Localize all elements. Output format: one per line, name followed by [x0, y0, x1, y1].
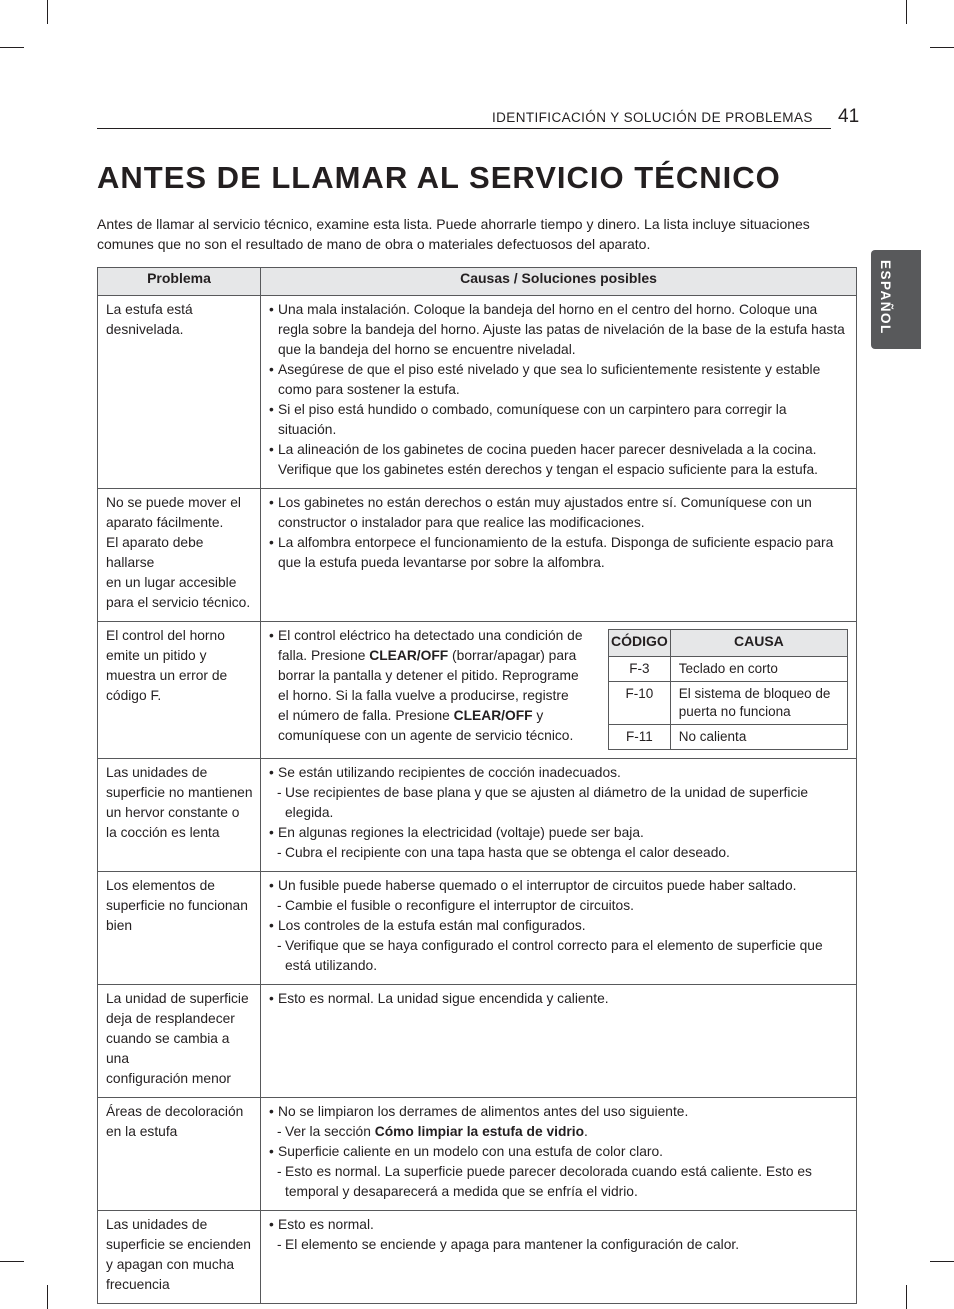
crop-mark — [0, 47, 24, 48]
problem-text: la cocción es lenta — [106, 825, 220, 840]
error-code: F-11 — [609, 725, 671, 750]
problem-text: en la estufa — [106, 1124, 178, 1139]
dash-item — [269, 936, 848, 976]
bullet-item — [269, 823, 848, 843]
problem-text: muestra un error de — [106, 668, 228, 683]
line: Verifique que se haya configurado el control correcto para el elemento de superficie que — [285, 938, 823, 953]
table-header-row — [98, 268, 857, 296]
problem-cell — [98, 622, 261, 759]
line: (borrar/apagar) para — [448, 648, 577, 663]
section-header: IDENTIFICACIÓN Y SOLUCIÓN DE PROBLEMAS — [492, 110, 813, 125]
problem-cell — [98, 1211, 261, 1304]
table-row — [98, 985, 857, 1098]
line: Los controles de la estufa están mal configurados. — [278, 918, 586, 933]
problem-text: Los elementos de — [106, 878, 215, 893]
solution-cell — [261, 759, 857, 872]
line: . — [584, 1124, 588, 1139]
bullet-item — [269, 360, 848, 400]
problem-text: desnivelada. — [106, 322, 184, 337]
problem-text: Las unidades de — [106, 765, 208, 780]
problem-text: configuración menor — [106, 1071, 232, 1086]
intro-paragraph — [97, 214, 817, 254]
problem-text: aparato fácilmente. — [106, 515, 224, 530]
line: No calienta — [678, 729, 747, 744]
problem-text: superficie no mantienen — [106, 785, 253, 800]
problem-cell — [98, 985, 261, 1098]
line: Un fusible puede haberse quemado o el interruptor de circuitos puede haber saltado. — [278, 878, 797, 893]
clear-off-key-label: CLEAR/OFF — [453, 708, 533, 723]
problem-text: para el servicio técnico. — [106, 595, 251, 610]
line: Use recipientes de base plana y que se ajusten al diámetro de la unidad de superficie — [285, 785, 809, 800]
problem-text: La unidad de superficie — [106, 991, 249, 1006]
bullet-item — [269, 916, 848, 936]
error-cause — [670, 725, 847, 750]
language-tab-label: ESPAÑOL — [878, 260, 893, 335]
table-row — [98, 296, 857, 489]
line: Cambie el fusible o reconfigure el interruptor de circuitos. — [285, 898, 634, 913]
language-tab — [871, 250, 921, 349]
problem-text: emite un pitido y — [106, 648, 207, 663]
problem-cell — [98, 296, 261, 489]
bullet-item — [269, 626, 603, 750]
crop-mark — [906, 0, 907, 24]
problem-text: frecuencia — [106, 1277, 170, 1292]
crop-mark — [906, 1285, 907, 1309]
problem-cell — [98, 759, 261, 872]
table-row — [98, 759, 857, 872]
solution-cell — [261, 489, 857, 622]
line: que la estufa pueda levantarse por sobre la alfombra. — [278, 555, 605, 570]
line: Verifique que los gabinetes estén derechos y tengan el espacio suficiente para la estufa. — [278, 462, 818, 477]
solution-cell — [261, 296, 857, 489]
dash-item — [269, 843, 848, 863]
clear-off-key-label: CLEAR/OFF — [369, 648, 449, 663]
table-row — [98, 1211, 857, 1304]
solution-cell — [261, 622, 857, 759]
line: Esto es normal. — [278, 1217, 374, 1232]
line: borrar la pantalla y detener el pitido. Reprograme — [278, 668, 579, 683]
error-code: F-3 — [609, 657, 671, 682]
table-row — [98, 872, 857, 985]
error-cause — [670, 682, 847, 725]
line: Esto es normal. La superficie puede parecer decolorada cuando está caliente. Esto es — [285, 1164, 812, 1179]
codes-row — [609, 725, 848, 750]
solution-cell — [261, 985, 857, 1098]
bullet-item — [269, 1142, 848, 1162]
problem-text: en un lugar accesible — [106, 575, 237, 590]
problem-text: El control del horno — [106, 628, 225, 643]
line: y — [532, 708, 544, 723]
codes-row — [609, 657, 848, 682]
line: falla. Presione — [278, 648, 370, 663]
line: Los gabinetes no están derechos o están muy ajustados entre sí. Comuníquese con un — [278, 495, 812, 510]
table-row — [98, 622, 857, 759]
section-reference: Cómo limpiar la estufa de vidrio — [374, 1124, 585, 1139]
dash-item — [269, 1235, 848, 1255]
line: comuníquese con un agente de servicio técnico. — [278, 728, 574, 743]
solution-cell — [261, 1098, 857, 1211]
error-code: F-10 — [609, 682, 671, 725]
line: Si el piso está hundido o combado, comuníquese con un carpintero para corregir la situación. — [278, 402, 787, 437]
codes-row — [609, 682, 848, 725]
dash-item — [269, 783, 848, 823]
line: Superficie caliente en un modelo con una estufa de color claro. — [278, 1144, 664, 1159]
line: constructor o instalador para que realice las modificaciones. — [278, 515, 645, 530]
solution-cell — [261, 872, 857, 985]
bullet-item — [269, 300, 848, 360]
problem-text: superficie se encienden — [106, 1237, 251, 1252]
line: El control eléctrico ha detectado una condición de — [278, 628, 583, 643]
problem-text: Áreas de decoloración — [106, 1104, 244, 1119]
crop-mark — [930, 47, 954, 48]
line: puerta no funciona — [678, 704, 791, 719]
line: La alineación de los gabinetes de cocina pueden hacer parecer desnivelada a la cocina. — [278, 442, 817, 457]
crop-mark — [930, 1261, 954, 1262]
dash-item — [269, 896, 848, 916]
line: Se están utilizando recipientes de cocción inadecuados. — [278, 765, 621, 780]
line: Cubra el recipiente con una tapa hasta que se obtenga el calor deseado. — [285, 845, 730, 860]
line: En algunas regiones la electricidad (voltaje) puede ser baja. — [278, 825, 644, 840]
table-row — [98, 489, 857, 622]
troubleshooting-table — [97, 267, 857, 1304]
dash-item — [269, 1162, 848, 1202]
line: Asegúrese de que el piso esté nivelado y que sea lo suficientemente resistente y estable — [278, 362, 821, 377]
error-codes-table — [608, 629, 848, 750]
problem-cell — [98, 1098, 261, 1211]
header-rule — [97, 128, 831, 129]
page-number: 41 — [838, 106, 860, 127]
problem-text: No se puede mover el — [106, 495, 241, 510]
line: El sistema de bloqueo de — [678, 686, 831, 701]
problem-text: código F. — [106, 688, 162, 703]
crop-mark — [47, 0, 48, 24]
line: Ver la sección — [285, 1124, 375, 1139]
line: que la bandeja del horno se encuentre niveladal. — [278, 342, 576, 357]
column-header-solution: Causas / Soluciones posibles — [261, 268, 857, 296]
crop-mark — [47, 1285, 48, 1309]
bullet-item — [269, 1215, 848, 1235]
crop-mark — [0, 1261, 24, 1262]
line: como para sostener la estufa. — [278, 382, 460, 397]
bullet-item — [269, 763, 848, 783]
problem-text: superficie no funcionan — [106, 898, 248, 913]
error-code-block — [269, 626, 848, 750]
line: Esto es normal. La unidad sigue encendida y caliente. — [278, 991, 609, 1006]
line: elegida. — [285, 805, 334, 820]
error-cause — [670, 657, 847, 682]
codes-header-code: CÓDIGO — [609, 630, 671, 657]
intro-line: Antes de llamar al servicio técnico, examine esta lista. Puede ahorrarle tiempo y dinero. La lista incluye situaciones — [97, 216, 810, 232]
codes-header-cause: CAUSA — [670, 630, 847, 657]
problem-text: y apagan con mucha — [106, 1257, 235, 1272]
line: temporal y desaparecerá a medida que se enfría el vidrio. — [285, 1184, 638, 1199]
problem-text: La estufa está — [106, 302, 193, 317]
line: La alfombra entorpece el funcionamiento de la estufa. Disponga de suficiente espacio para — [278, 535, 834, 550]
dash-item — [269, 1122, 848, 1142]
bullet-item — [269, 440, 848, 480]
problem-cell — [98, 872, 261, 985]
bullet-item — [269, 533, 848, 573]
line: el número de falla. Presione — [278, 708, 454, 723]
line: el horno. Si la falla vuelve a producirse, registre — [278, 688, 569, 703]
table-row — [98, 1098, 857, 1211]
codes-header-row — [609, 630, 848, 657]
solution-cell — [261, 1211, 857, 1304]
problem-text: un hervor constante o — [106, 805, 240, 820]
bullet-item — [269, 989, 848, 1009]
line: Teclado en corto — [678, 661, 778, 676]
problem-text: bien — [106, 918, 133, 933]
line: Una mala instalación. Coloque la bandeja del horno en el centro del horno. Coloque una — [278, 302, 818, 317]
line: No se limpiaron los derrames de alimentos antes del uso siguiente. — [278, 1104, 689, 1119]
problem-text: El aparato debe hallarse — [106, 535, 204, 570]
problem-text: Las unidades de — [106, 1217, 208, 1232]
problem-text: cuando se cambia a una — [106, 1031, 230, 1066]
column-header-problem: Problema — [98, 268, 261, 296]
problem-text: deja de resplandecer — [106, 1011, 235, 1026]
bullet-item — [269, 400, 848, 440]
bullet-item — [269, 493, 848, 533]
intro-line: comunes que no son el resultado de mano de obra o materiales defectuosos del aparato. — [97, 236, 651, 252]
line: está utilizando. — [285, 958, 378, 973]
bullet-item — [269, 876, 848, 896]
page-title: ANTES DE LLAMAR AL SERVICIO TÉCNICO — [97, 160, 781, 195]
line: El elemento se enciende y apaga para mantener la configuración de calor. — [285, 1237, 740, 1252]
line: regla sobre la bandeja del horno. Ajuste las patas de nivelación de la base de la estufa hasta — [278, 322, 845, 337]
problem-cell — [98, 489, 261, 622]
bullet-item — [269, 1102, 848, 1122]
